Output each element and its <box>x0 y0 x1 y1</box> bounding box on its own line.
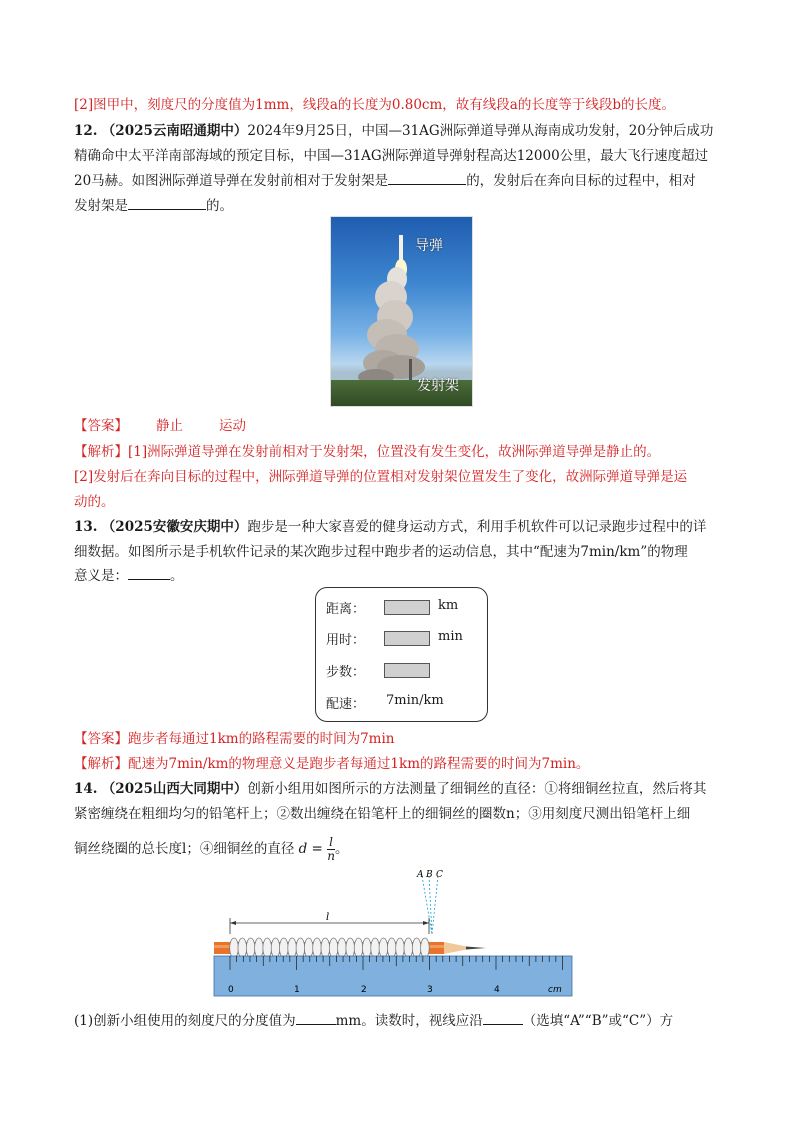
tick-label-2: 2 <box>361 985 367 995</box>
question-14-line-1 <box>74 779 734 799</box>
coil-turn <box>296 938 305 958</box>
question-text: (1)创新小组使用的刻度尺的分度值为 <box>74 1013 296 1029</box>
question-source: （2025安徽安庆期中） <box>101 519 248 535</box>
explanation-text: [1]洲际弹道导弹在发射前相对于发射架，位置没有发生变化，故洲际弹道导弹是静止的。 <box>128 444 661 460</box>
question-number: 14. <box>74 781 98 797</box>
answer-value: 跑步者每通过1km的路程需要的时间为7min <box>128 731 395 747</box>
coil-turn <box>363 938 372 958</box>
question-text: 2024年9月25日，中国—31AG洲际弹道导弹从海南成功发射，20分钟后成功 <box>247 123 714 139</box>
question-14-sub-1 <box>74 1011 734 1031</box>
question-text: 创新小组用如图所示的方法测量了细铜丝的直径：①将细铜丝拉直，然后将其 <box>247 781 707 797</box>
running-app-record <box>315 587 488 722</box>
question-number: 13. <box>74 519 98 535</box>
time-label: 用时： <box>326 633 366 648</box>
distance-label: 距离： <box>326 602 366 617</box>
explanation-12-line-2: [2]发射后在奔向目标的过程中，洲际弹道导弹的位置相对发射架位置发生了变化，故洲际弹道导弹是运 <box>74 469 688 485</box>
coil-turn <box>238 938 247 958</box>
coil-turn <box>396 938 405 958</box>
coil-turn <box>404 938 413 958</box>
coil-turn <box>371 938 380 958</box>
explanation-12-line-1 <box>74 442 734 462</box>
explanation-tag: 【解析】 <box>74 756 128 772</box>
coil-turn <box>329 938 338 958</box>
tick-label-4: 4 <box>494 985 500 995</box>
sight-label-a: A <box>417 870 424 880</box>
coil-turn <box>280 938 289 958</box>
coil-turn <box>263 938 272 958</box>
question-number: 12. <box>74 123 98 139</box>
question-text: 。 <box>170 568 184 584</box>
question-text: 铜丝绕圈的总长度l；④细铜丝的直径 <box>74 841 295 857</box>
sight-label-c: C <box>436 870 443 880</box>
question-text: 的，发射后在奔向目标的过程中，相对 <box>466 173 696 189</box>
tick-label-3: 3 <box>427 985 433 995</box>
steps-value-box <box>384 663 430 678</box>
answer-blank <box>388 171 466 185</box>
sight-label-b: B <box>426 870 433 880</box>
question-12-line-4 <box>74 196 734 216</box>
question-13-line-2: 细数据。如图所示是手机软件记录的某次跑步过程中跑步者的运动信息，其中“配速为7min/km”的物理 <box>74 544 688 560</box>
missile-label: 导弹 <box>415 238 443 254</box>
formula-lhs: d = <box>298 841 323 857</box>
question-12-line-2: 精确命中太平洋南部海域的预定目标，中国—31AG洲际弹道导弹射程高达12000公里，最大飞行速度超过 <box>74 148 709 164</box>
coil-turn <box>387 938 396 958</box>
question-text: 20马赫。如图洲际弹道导弹在发射前相对于发射架是 <box>74 173 389 189</box>
tick-label-0: 0 <box>228 985 234 995</box>
question-text: 意义是： <box>74 568 128 584</box>
coil-turn <box>246 938 255 958</box>
coil-turn <box>288 938 297 958</box>
time-value-box <box>384 631 430 646</box>
length-label: l <box>326 912 330 923</box>
missile-launch-photo <box>330 216 473 407</box>
coil-turn <box>421 938 430 958</box>
answer-value: 静止 <box>156 418 183 434</box>
question-13-line-1 <box>74 517 734 537</box>
question-source: （2025云南昭通期中） <box>101 123 248 139</box>
answer-blank <box>296 1011 336 1025</box>
copper-wire-coil <box>230 938 430 958</box>
diameter-formula <box>299 836 335 863</box>
question-13-line-3 <box>74 566 734 586</box>
formula-denominator: n <box>327 849 335 863</box>
distance-value-box <box>384 600 430 615</box>
coil-turn <box>304 938 313 958</box>
steps-label: 步数： <box>326 665 366 680</box>
explanation-13 <box>74 754 734 774</box>
coil-turn <box>379 938 388 958</box>
explanation-tag: 【解析】 <box>74 444 128 460</box>
ruler-unit: cm <box>548 985 562 995</box>
question-source: （2025山西大同期中） <box>101 781 248 797</box>
question-text: （选填“A”“B”或“C”）方 <box>522 1013 674 1029</box>
answer-12 <box>74 416 734 436</box>
answer-tag: 【答案】 <box>74 418 128 434</box>
question-12-line-3 <box>74 171 734 191</box>
question-text: mm。读数时，视线应沿 <box>335 1013 483 1029</box>
question-12-line-1 <box>74 121 734 141</box>
question-text: 发射架是 <box>74 198 128 214</box>
question-14-line-2: 紧密缠绕在粗细均匀的铅笔杆上；②数出缠绕在铅笔杆上的细铜丝的圈数n；③用刻度尺测出铅笔杆上细 <box>74 806 691 822</box>
coil-turn <box>230 938 239 958</box>
question-14-line-3 <box>74 836 734 863</box>
coil-turn <box>346 938 355 958</box>
prev-explanation-line: [2]图甲中，刻度尺的分度值为1mm，线段a的长度为0.80cm，故有线段a的长度等于线段b的长度。 <box>74 97 675 113</box>
ruler-body <box>214 956 572 996</box>
question-text: 的。 <box>206 198 233 214</box>
coil-turn <box>354 938 363 958</box>
coil-turn <box>412 938 421 958</box>
coil-turn <box>321 938 330 958</box>
distance-unit: km <box>438 598 459 613</box>
answer-blank <box>128 196 206 210</box>
question-text: 跑步是一种大家喜爱的健身运动方式，利用手机软件可以记录跑步过程中的详 <box>247 519 707 535</box>
launcher-label: 发射架 <box>417 378 459 394</box>
pace-value: 7min/km <box>386 693 444 708</box>
pencil-ruler-figure <box>210 868 580 998</box>
coil-turn <box>338 938 347 958</box>
answer-13 <box>74 729 734 749</box>
explanation-text: 配速为7min/km的物理意义是跑步者每通过1km的路程需要的时间为7min。 <box>128 756 590 772</box>
coil-turn <box>313 938 322 958</box>
coil-turn <box>271 938 280 958</box>
tick-label-1: 1 <box>294 985 300 995</box>
explanation-12-line-3: 动的。 <box>74 494 115 510</box>
time-unit: min <box>438 629 463 644</box>
pace-label: 配速： <box>326 697 366 712</box>
answer-blank <box>483 1011 523 1025</box>
answer-value: 运动 <box>219 418 246 434</box>
formula-numerator: l <box>329 835 334 849</box>
answer-blank <box>128 566 170 580</box>
coil-turn <box>255 938 264 958</box>
question-text: 。 <box>335 841 349 857</box>
answer-tag: 【答案】 <box>74 731 128 747</box>
